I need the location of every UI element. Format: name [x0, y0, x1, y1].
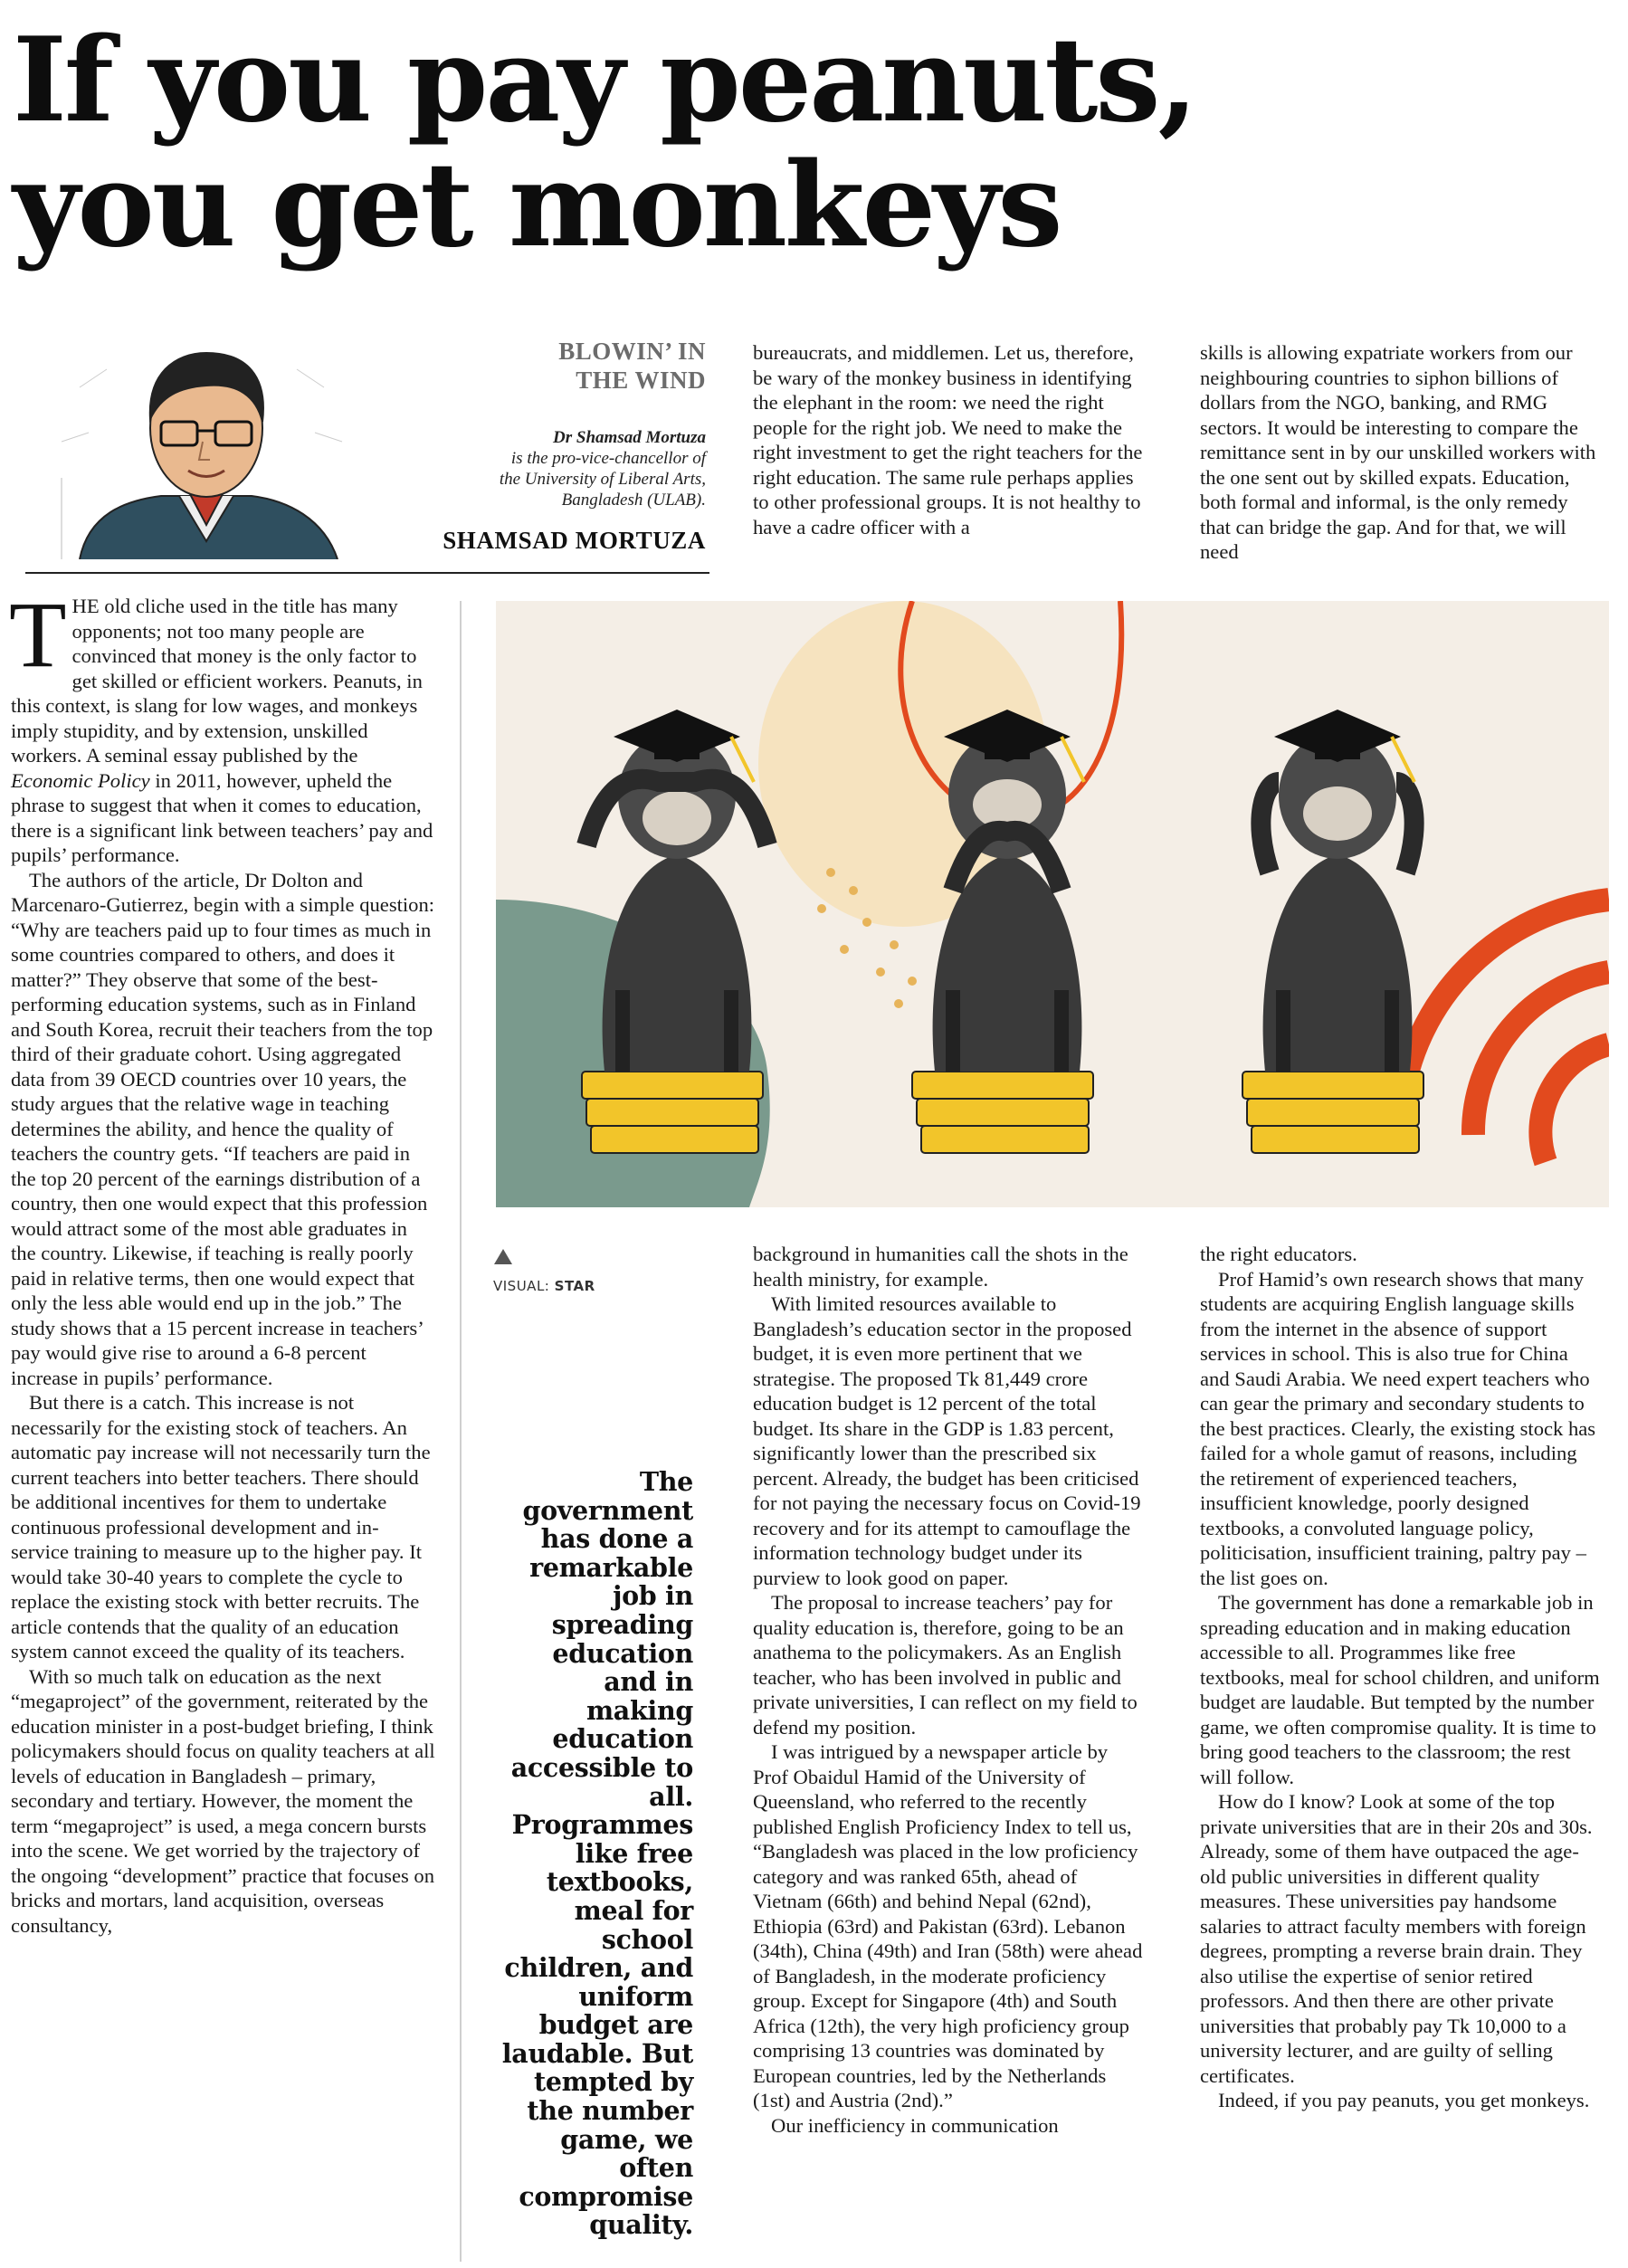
- triangle-icon: [494, 1249, 512, 1264]
- visual-credit-label: VISUAL:: [493, 1278, 550, 1294]
- paragraph-c4-3: The government has done a remarkable job in spreading education and in making education accessible to all. Programmes like free textbooks, meal for school children, and uniform budget are laudable. But tempted by the number game, we often compromise quality. It is time to bring good teachers to the classroom; the rest will follow.: [1200, 1591, 1600, 1788]
- paragraph-4: With so much talk on education as the next “megaproject” of the government, reiterated by the education minister in a post-budget briefing, I think policymakers should focus on quality teachers at all levels of education in Bangladesh – primary, secondary and tertiary. However, the moment the term “megaproject” is used, a mega concern bursts into the scene. We get worried by the trajectory of the ongoing “development” practice that focuses on bricks and mortars, land acquisition, overseas consultancy,: [11, 1664, 435, 1937]
- paragraph-1: THE old cliche used in the title has many opponents; not too many people are convinced that money is the only factor to get skilled or efficient workers. Peanuts, in this context, is slang for low wages, and monkeys imply stupidity, and by extension, unskilled workers. A seminal essay published by the Economic Policy in 2011, however, upheld the phrase to suggest that when it comes to education, there is a significant link between teachers’ pay and pupils’ performance.: [9, 583, 433, 866]
- author-bio: [398, 427, 706, 510]
- article-column-3: [753, 1242, 1146, 2138]
- article-column-1: [9, 583, 436, 1938]
- article-column-4: [1200, 1242, 1602, 2113]
- column-name-line2: THE WIND: [576, 367, 706, 394]
- author-bio-line1: is the pro-vice-chancellor of: [510, 449, 706, 468]
- paragraph-c4-4: How do I know? Look at some of the top private universities that are in their 20s and 30s. Already, some of them have outpaced the age-old public universities in different quality measures. These universities pay handsome salaries to attract faculty members with foreign degrees, prompting a reverse brain drain. They also utilise the expertise of senior retired professors. And then there are other private universities that probably pay Tk 10,000 to a university lecturer, and are guilty of selling certificates.: [1200, 1790, 1593, 2087]
- byline-divider: [25, 572, 709, 574]
- journal-name: Economic Policy: [11, 768, 150, 792]
- article-column-3-top: [753, 340, 1146, 539]
- author-bio-line3: Bangladesh (ULAB).: [561, 491, 706, 510]
- paragraph-c3-5: Our inefficiency in communication: [771, 2113, 1059, 2137]
- author-bio-name: Dr Shamsad Mortuza: [553, 428, 706, 447]
- pull-quote: The government has done a remarkable job in spreading education and in making education accessible to all. Programmes like free textbooks, meal for school children, and uniform budget are laudable. But tempted by the number game, we often compromise quality.: [501, 1466, 693, 2241]
- paragraph-column4-top: skills is allowing expatriate workers from our neighbouring countries to siphon billions of dollars from the NGO, banking, and RMG sectors. It would be interesting to compare the remittance sent in by our unskilled workers with the one sent out by skilled expats. Education, both formal and informal, is the only remedy that can bridge the gap. And for that, we will need: [1200, 341, 1596, 563]
- visual-credit: [493, 1278, 710, 1294]
- paragraph-c3-4: I was intrigued by a newspaper article by Prof Obaidul Hamid of the University of Queensland, who referred to the recently published English Proficiency Index to tell us, “Bangladesh was placed in the low proficiency category and was ranked 65th, ahead of Vietnam (66th) and behind Nepal (62nd), Ethiopia (63rd) and Pakistan (63rd). Lebanon (34th), China (49th) and Iran (58th) were ahead of Bangladesh, in the moderate proficiency group. Except for Singapore (4th) and South Africa (12th), the very high proficiency group comprising 13 countries was dominated by European countries, led by the Netherlands (1st) and Austria (2nd).”: [753, 1740, 1143, 2111]
- paragraph-column3-top: bureaucrats, and middlemen. Let us, therefore, be wary of the monkey business in identifying the elephant in the room: we need the right people for the right job. We need to make the right investment to get the right teachers for the right education. The same rule perhaps applies to other professional groups. It is not healthy to have a cadre officer with a: [753, 341, 1143, 538]
- paragraph-2: The authors of the article, Dr Dolton and Marcenaro-Gutierrez, begin with a simple question: “Why are teachers paid up to four times as much in some countries compared to others, and does it matter?” They observe that some of the best-performing education systems, such as in Finland and South Korea, recruit their teachers from the top third of their graduate cohort. Using aggregated data from 39 OECD countries over 10 years, the study argues that the relative wage in teaching determines the ability, and hence the quality of teachers the country gets. “If teachers are paid in the top 20 percent of the earnings distribution of a country, then one would expect that this profession would attract some of the most able graduates in the country. Likewise, if teaching is really poorly paid in relative terms, then one would expect that only the less able would end up in the job.” The study shows that a 15 percent increase in teachers’ pay would give rise to around a 6-8 percent increase in pupils’ performance.: [11, 868, 435, 1389]
- paragraph-c4-1: the right educators.: [1200, 1243, 1357, 1265]
- paragraph-c3-1: background in humanities call the shots in the health ministry, for example.: [753, 1243, 1128, 1291]
- headline: If you pay peanuts, you get monkeys: [13, 13, 1195, 273]
- three-monkeys-illustration: [496, 601, 1609, 1207]
- paragraph-c4-5: Indeed, if you pay peanuts, you get monkeys.: [1218, 2089, 1590, 2111]
- author-bio-line2: the University of Liberal Arts,: [499, 470, 706, 489]
- paragraph-c4-2: Prof Hamid’s own research shows that many students are acquiring English language skills from the internet in the absence of support services in school. This is also true for China and Saudi Arabia. We need expert teachers who can gear the primary and secondary students to the best practices. Clearly, the existing stock has failed for a whole gamut of reasons, including the retirement of experienced teachers, insufficient knowledge, poorly designed textbooks, a convoluted language policy, politicisation, insufficient training, paltry pay – the list goes on.: [1200, 1267, 1596, 1589]
- paragraph-3: But there is a catch. This increase is not necessarily for the existing stock of teachers. An automatic pay increase will not necessarily turn the current teachers into better teachers. There should be additional incentives for them to undertake continuous professional development and in-service training to measure up to the higher pay. It would take 30-40 years to complete the cycle to replace the existing stock with better recruits. The article contends that the quality of an education system cannot exceed the quality of its teachers.: [11, 1391, 431, 1663]
- visual-credit-source: STAR: [554, 1278, 595, 1294]
- paragraph-c3-3: The proposal to increase teachers’ pay for quality education is, therefore, going to be an anathema to the policymakers. As an English teacher, who has been involved in public and private universities, I can reflect on my field to defend my position.: [753, 1591, 1138, 1739]
- author-byline: SHAMSAD MORTUZA: [443, 527, 706, 554]
- column-name-line1: BLOWIN’ IN: [558, 338, 706, 365]
- drop-cap: T: [9, 583, 67, 687]
- author-portrait: [25, 333, 387, 559]
- paragraph-c3-2: With limited resources available to Bangladesh’s education sector in the proposed budget, it is even more pertinent that we strategise. The proposed Tk 81,449 crore education budget is 12 percent of the total budget. Its share in the GDP is 1.83 percent, significantly lower than the prescribed six percent. Already, the budget has been criticised for not paying the necessary focus on Covid-19 recovery and for its attempt to camouflage the information technology budget under its purview to look good on paper.: [753, 1292, 1141, 1589]
- column-divider: [460, 601, 462, 2262]
- column-name: [398, 337, 706, 395]
- article-column-4-top: [1200, 340, 1602, 565]
